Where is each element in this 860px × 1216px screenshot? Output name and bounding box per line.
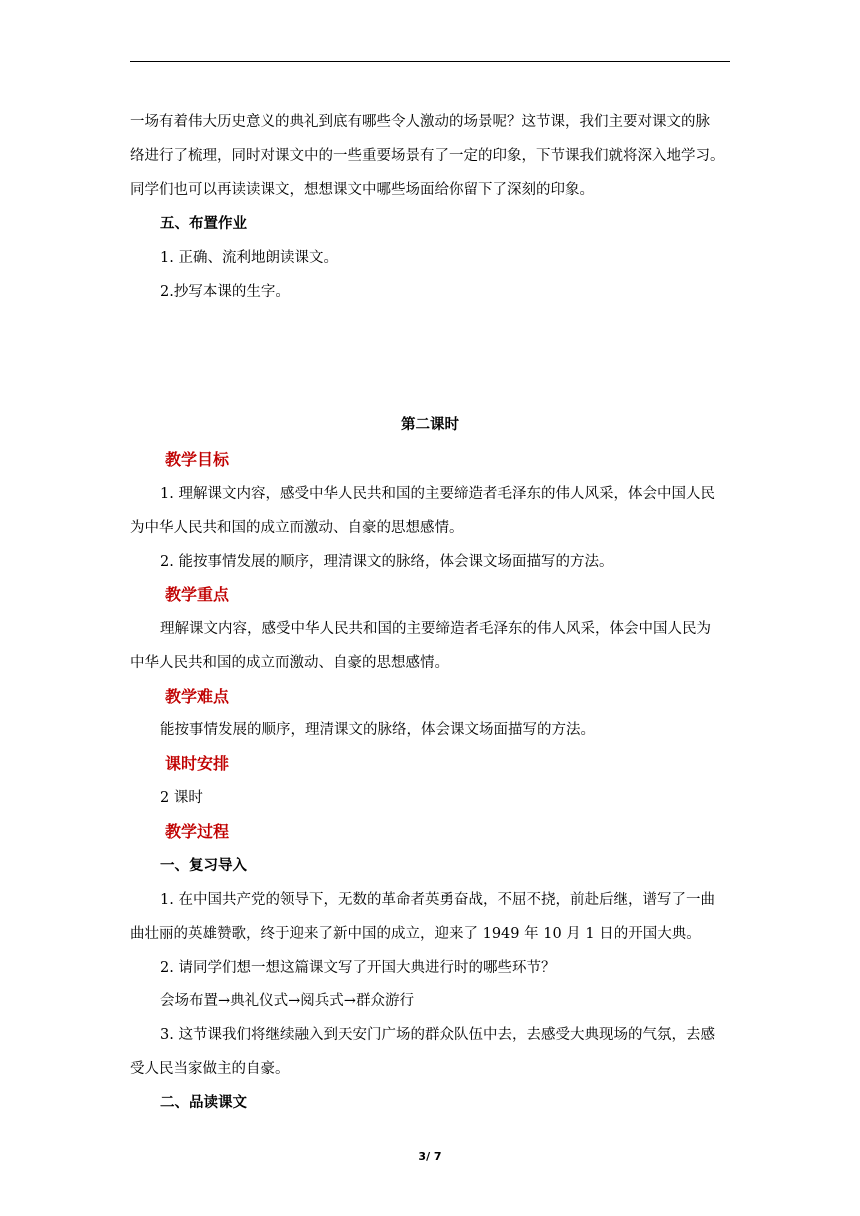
header-rule <box>130 61 730 62</box>
lesson-title: 第二课时 <box>401 417 459 433</box>
red-heading: 教学目标 <box>165 450 230 469</box>
text-line: 同学们也可以再读读课文，想想课文中哪些场面给你留下了深刻的印象。 <box>130 182 594 198</box>
text-line: 2. 请同学们想一想这篇课文写了开国大典进行时的哪些环节？ <box>160 960 556 976</box>
text-line: 1. 理解课文内容，感受中华人民共和国的主要缔造者毛泽东的伟人风采，体会中国人民 <box>160 486 715 502</box>
text-line: 中华人民共和国的成立而激动、自豪的思想感情。 <box>130 655 449 671</box>
text-line: 理解课文内容，感受中华人民共和国的主要缔造者毛泽东的伟人风采，体会中国人民为 <box>160 621 711 637</box>
text-line: 能按事情发展的顺序，理清课文的脉络，体会课文场面描写的方法。 <box>160 722 595 738</box>
text-line: 2 课时 <box>160 790 203 806</box>
text-line: 2.抄写本课的生字。 <box>160 284 290 300</box>
text-line: 会场布置→典礼仪式→阅兵式→群众游行 <box>160 993 414 1009</box>
section-heading: 二、品读课文 <box>160 1095 247 1111</box>
text-line: 3. 这节课我们将继续融入到天安门广场的群众队伍中去，去感受大典现场的气氛，去感 <box>160 1027 715 1043</box>
text-line: 曲壮丽的英雄赞歌，终于迎来了新中国的成立，迎来了 1949 年 10 月 1 日的开国大典。 <box>130 926 701 942</box>
red-heading: 课时安排 <box>165 754 230 773</box>
section-heading: 一、复习导入 <box>160 858 247 874</box>
text-line: 络进行了梳理，同时对课文中的一些重要场景有了一定的印象，下节课我们就将深入地学习。 <box>130 148 725 164</box>
text-line: 1. 在中国共产党的领导下，无数的革命者英勇奋战，不屈不挠，前赴后继，谱写了一曲 <box>160 892 715 908</box>
text-line: 为中华人民共和国的成立而激动、自豪的思想感情。 <box>130 520 464 536</box>
red-heading: 教学重点 <box>165 585 230 604</box>
text-line: 1. 正确、流利地朗读课文。 <box>160 250 338 266</box>
red-heading: 教学过程 <box>165 822 230 841</box>
text-line: 受人民当家做主的自豪。 <box>130 1061 290 1077</box>
page-number: 3/ 7 <box>418 1150 442 1163</box>
section-heading: 五、布置作业 <box>160 216 247 232</box>
text-line: 一场有着伟大历史意义的典礼到底有哪些令人激动的场景呢？这节课，我们主要对课文的脉 <box>130 114 710 130</box>
text-line: 2. 能按事情发展的顺序，理清课文的脉络，体会课文场面描写的方法。 <box>160 554 614 570</box>
red-heading: 教学难点 <box>165 687 230 706</box>
